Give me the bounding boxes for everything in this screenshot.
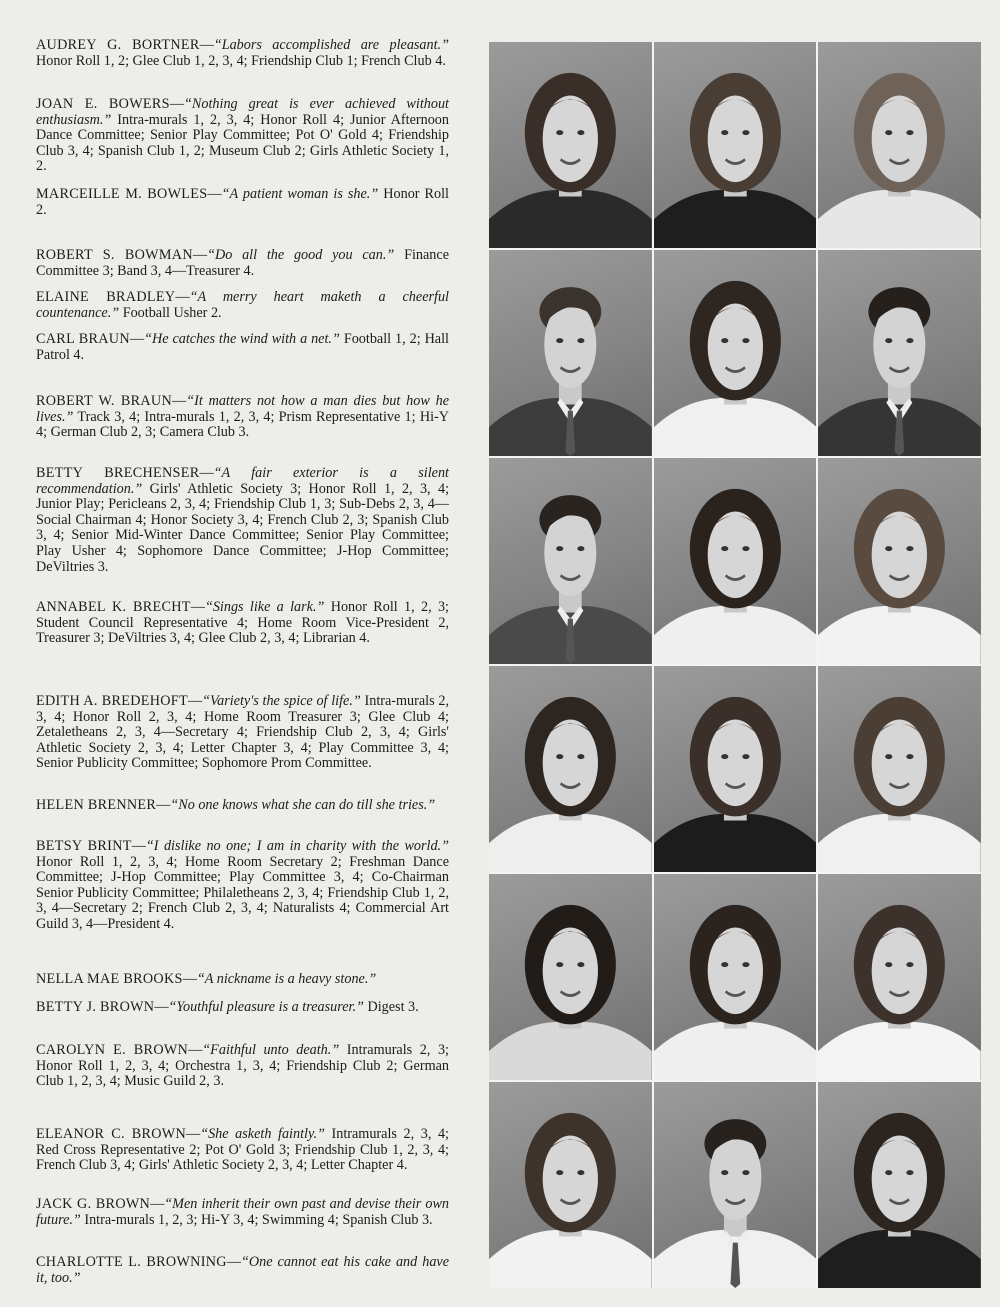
- student-name: NELLA MAE BROOKS: [36, 971, 183, 987]
- portrait-image: [489, 666, 652, 872]
- portrait-eye-left: [721, 1170, 728, 1175]
- student-activities: Honor Roll 1, 2, 3; Student Council Representative 4; Home Room Vice-President 2, Treasurer 3; DeViltries 3, 4; Glee Club 2, 3, 4; Librarian 4.: [36, 599, 449, 647]
- student-quote: “He catches the wind with a net.”: [144, 331, 340, 347]
- student-quote: “A nickname is a heavy stone.”: [196, 971, 377, 987]
- entry-bowles: MARCEILLE M. BOWLES—“A patient woman is she.” Honor Roll 2.: [36, 186, 449, 218]
- portrait-image: [818, 250, 981, 456]
- portrait-face: [707, 304, 762, 391]
- entry-b-brown: BETTY J. BROWN—“Youthful pleasure is a treasurer.” Digest 3.: [36, 999, 419, 1015]
- portrait-eye-left: [556, 130, 563, 135]
- student-name: BETTY BRECHENSER: [36, 465, 200, 481]
- portrait-eye-left: [886, 1170, 893, 1175]
- portrait-eye-right: [742, 130, 749, 135]
- student-name: ELAINE BRADLEY: [36, 289, 176, 305]
- entry-brooks: NELLA MAE BROOKS—“A nickname is a heavy stone.”: [36, 971, 377, 987]
- portrait-eye-left: [886, 546, 893, 551]
- student-activities: Girls' Athletic Society 3; Honor Roll 1, 2, 3, 4; Junior Play; Pericleans 2, 3, 4; Friendship Club 1, 3; Sub-Debs 2, 3, 4—Social Chairman 4; Honor Society 3, 4; French Club 2, 3; Spanish Club 3, 4; Senior Mid-Winter Dance Committee; Senior Play Committee; Play Usher 4; Sophomore Dance Committee; J-Hop Committee; DeViltries 3.: [36, 480, 450, 575]
- portrait-eye-left: [556, 1170, 563, 1175]
- student-activities: Finance Committee 3; Band 3, 4—Treasurer 4.: [36, 247, 449, 279]
- student-quote: “She asketh faintly.”: [200, 1126, 325, 1142]
- student-activities: Football Usher 2.: [122, 304, 222, 321]
- portrait-eye-left: [556, 546, 563, 551]
- portrait-eye-right: [577, 962, 584, 967]
- portrait-c-braun: [818, 250, 981, 456]
- portrait-grid: [489, 42, 981, 1288]
- portrait-image: [654, 1082, 817, 1288]
- student-name: JACK G. BROWN: [36, 1196, 151, 1212]
- student-quote: “Do all the good you can.”: [207, 247, 395, 263]
- entry-bowman: ROBERT S. BOWMAN—“Do all the good you can.” Finance Committee 3; Band 3, 4—Treasurer 4.: [36, 247, 449, 279]
- portrait-clothing: [654, 814, 817, 872]
- portrait-face: [543, 928, 598, 1015]
- portrait-clothing: [654, 1022, 817, 1080]
- portrait-b-brown: [654, 874, 817, 1080]
- portrait-eye-left: [721, 546, 728, 551]
- portrait-brint: [818, 666, 981, 872]
- entry-bortner: AUDREY G. BORTNER—“Labors accomplished are pleasant.” Honor Roll 1, 2; Glee Club 1, 2, 3, 4; Friendship Club 1; French Club 4.: [36, 37, 449, 69]
- student-activities: Intra-murals 2, 3, 4; Honor Roll 2, 3, 4; Home Room Treasurer 3; Glee Club 4; Zetaletheans 2, 3, 4—Secretary 4; Friendship Club 2, 3, 4; Girls' Athletic Society 2, 3, 4; Letter Chapter 3, 4; Play Committee 3, 4; Senior Publicity Committee; Sophomore Prom Committee.: [36, 693, 450, 772]
- entry-c-braun: CARL BRAUN—“He catches the wind with a net.” Football 1, 2; Hall Patrol 4.: [36, 331, 449, 363]
- portrait-clothing: [489, 1022, 652, 1080]
- portrait-image: [489, 250, 652, 456]
- portrait-eye-right: [577, 754, 584, 759]
- entry-brechenser: BETTY BRECHENSER—“A fair exterior is a silent recommendation.” Girls' Athletic Society 3; Honor Roll 1, 2, 3, 4; Junior Play; Pericleans 2, 3, 4; Friendship Club 1, 3; Sub-Debs 2, 3, 4—Social Chairman 4; Honor Society 3, 4; French Club 2, 3; Spanish Club 3, 4; Senior Mid-Winter Dance Committee; Senior Play Committee; Play Usher 4; Sophomore Dance Committee; J-Hop Committee; DeViltries 3.: [36, 465, 450, 575]
- portrait-image: [654, 874, 817, 1080]
- portrait-eye-left: [721, 962, 728, 967]
- portrait-image: [818, 874, 981, 1080]
- portrait-eye-left: [721, 338, 728, 343]
- portrait-image: [818, 458, 981, 664]
- portrait-eye-right: [907, 130, 914, 135]
- portrait-r-braun: [489, 458, 652, 664]
- student-name: ELEANOR C. BROWN: [36, 1126, 187, 1142]
- portrait-brechenser: [654, 458, 817, 664]
- student-name: ANNABEL K. BRECHT: [36, 599, 191, 615]
- portrait-eye-left: [556, 338, 563, 343]
- portrait-eye-left: [556, 754, 563, 759]
- portrait-face: [707, 720, 762, 807]
- portrait-image: [489, 1082, 652, 1288]
- portrait-eye-left: [721, 130, 728, 135]
- portrait-clothing: [818, 1230, 981, 1288]
- student-activities: Football 1, 2; Hall Patrol 4.: [36, 331, 449, 363]
- student-name: HELEN BRENNER: [36, 797, 157, 813]
- portrait-image: [654, 250, 817, 456]
- portrait-eye-left: [886, 754, 893, 759]
- portrait-eye-left: [886, 962, 893, 967]
- portrait-clothing: [489, 190, 652, 248]
- student-quote: “It matters not how a man dies but how he lives.”: [36, 393, 449, 425]
- student-activities: Honor Roll 2.: [36, 186, 449, 218]
- entry-brecht: ANNABEL K. BRECHT—“Sings like a lark.” Honor Roll 1, 2, 3; Student Council Representative 4; Home Room Vice-President 2, Treasurer 3; DeViltries 3, 4; Glee Club 2, 3, 4; Librarian 4.: [36, 599, 449, 647]
- student-name: BETSY BRINT: [36, 838, 132, 854]
- portrait-eye-right: [907, 338, 914, 343]
- student-activities: Digest 3.: [367, 999, 419, 1015]
- student-activities: Intramurals 2, 3, 4; Red Cross Representative 2; Pot O' Gold 3; Friendship Club 1, 2, 3, 4; French Club 3, 4; Girls' Athletic Society 2, 3, 4; Letter Chapter 4.: [36, 1126, 450, 1174]
- student-quote: “A patient woman is she.”: [221, 186, 379, 202]
- portrait-clothing: [818, 190, 981, 248]
- portrait-image: [818, 42, 981, 248]
- student-activities: Honor Roll 1, 2, 3, 4; Home Room Secretary 2; Freshman Dance Committee; J-Hop Committee; Play Committee 3, 4; Co-Chairman Senior Publicity Committee; Philaletheans 2, 3, 4; Friendship Club 1, 2, 3, 4—Secretary 2; French Club 2, 3, 4; Naturalists 4; Commercial Art Guild 3, 4—President 4.: [36, 853, 449, 932]
- portrait-clothing: [489, 1230, 652, 1288]
- portrait-image: [654, 458, 817, 664]
- student-quote: “Youthful pleasure is a treasurer.”: [168, 999, 364, 1015]
- portrait-eye-right: [577, 1170, 584, 1175]
- portrait-face: [872, 928, 927, 1015]
- portrait-clothing: [489, 814, 652, 872]
- student-name: JOAN E. BOWERS: [36, 96, 170, 112]
- portrait-clothing: [818, 1022, 981, 1080]
- portrait-face: [872, 1136, 927, 1223]
- student-name: CHARLOTTE L. BROWNING: [36, 1254, 227, 1270]
- portrait-face: [543, 96, 598, 183]
- portrait-image: [654, 666, 817, 872]
- portrait-eye-left: [886, 338, 893, 343]
- portrait-brenner: [654, 666, 817, 872]
- student-quote: “One cannot eat his cake and have it, too.”: [36, 1254, 450, 1286]
- student-quote: “Nothing great is ever achieved without enthusiasm.”: [36, 96, 449, 128]
- portrait-image: [489, 458, 652, 664]
- entry-bredehoft: EDITH A. BREDEHOFT—“Variety's the spice of life.” Intra-murals 2, 3, 4; Honor Roll 2, 3, 4; Home Room Treasurer 3; Glee Club 4; Zetaletheans 2, 3, 4—Secretary 4; Friendship Club 2, 3, 4; Girls' Athletic Society 2, 3, 4; Letter Chapter 3, 4; Play Committee 3, 4; Senior Publicity Committee; Sophomore Prom Committee.: [36, 693, 450, 772]
- portrait-bowles: [818, 42, 981, 248]
- portrait-clothing: [818, 606, 981, 664]
- entry-e-brown: ELEANOR C. BROWN—“She asketh faintly.” Intramurals 2, 3, 4; Red Cross Representative 2; Pot O' Gold 3; Friendship Club 1, 2, 3, 4; French Club 3, 4; Girls' Athletic Society 2, 3, 4; Letter Chapter 4.: [36, 1126, 450, 1174]
- entry-browning: CHARLOTTE L. BROWNING—“One cannot eat his cake and have it, too.”: [36, 1254, 450, 1286]
- portrait-image: [818, 1082, 981, 1288]
- student-activities: Honor Roll 1, 2; Glee Club 1, 2, 3, 4; Friendship Club 1; French Club 4.: [36, 52, 446, 69]
- portrait-c-brown: [818, 874, 981, 1080]
- entry-brenner: HELEN BRENNER—“No one knows what she can do till she tries.”: [36, 797, 436, 813]
- student-name: ROBERT S. BOWMAN: [36, 247, 193, 263]
- portrait-face: [707, 512, 762, 599]
- portrait-bortner: [489, 42, 652, 248]
- entry-bowers: JOAN E. BOWERS—“Nothing great is ever achieved without enthusiasm.” Intra-murals 1, 2, 3, 4; Honor Roll 4; Junior Afternoon Dance Committee; Senior Play Committee; Pot O' Gold 4; Friendship Club 3, 4; Spanish Club 1, 2; Museum Club 2; Girls Athletic Society 1, 2.: [36, 96, 449, 175]
- student-quote: “A merry heart maketh a cheerful countenance.”: [36, 289, 449, 321]
- student-activities: Intra-murals 1, 2, 3; Hi-Y 3, 4; Swimming 4; Spanish Club 3.: [84, 1211, 433, 1228]
- student-activities: Intra-murals 1, 2, 3, 4; Honor Roll 4; Junior Afternoon Dance Committee; Senior Play Committee; Pot O' Gold 4; Friendship Club 3, 4; Spanish Club 1, 2; Museum Club 2; Girls Athletic Society 1, 2.: [36, 111, 449, 175]
- student-activities: Track 3, 4; Intra-murals 1, 2, 3, 4; Prism Representative 1; Hi-Y 4; German Club 2, 3; Camera Club 3.: [36, 408, 449, 441]
- portrait-image: [818, 666, 981, 872]
- portrait-eye-right: [907, 754, 914, 759]
- portrait-clothing: [654, 190, 817, 248]
- portrait-eye-right: [742, 962, 749, 967]
- student-quote: “Sings like a lark.”: [204, 599, 325, 615]
- portrait-eye-right: [577, 338, 584, 343]
- portrait-eye-right: [742, 1170, 749, 1175]
- portrait-bredehoft: [489, 666, 652, 872]
- student-quote: “Variety's the spice of life.”: [202, 693, 361, 709]
- portrait-face: [872, 512, 927, 599]
- portrait-eye-right: [907, 962, 914, 967]
- portrait-face: [872, 720, 927, 807]
- student-quote: “Faithful unto death.”: [202, 1042, 340, 1058]
- entry-r-braun: ROBERT W. BRAUN—“It matters not how a man dies but how he lives.” Track 3, 4; Intra-murals 1, 2, 3, 4; Prism Representative 1; Hi-Y 4; German Club 2, 3; Camera Club 3.: [36, 393, 449, 441]
- student-quote: “A fair exterior is a silent recommendation.”: [36, 465, 449, 497]
- student-name: EDITH A. BREDEHOFT: [36, 693, 188, 709]
- portrait-j-brown: [654, 1082, 817, 1288]
- portrait-eye-right: [742, 338, 749, 343]
- portrait-face: [872, 96, 927, 183]
- portrait-bradley: [654, 250, 817, 456]
- portrait-eye-right: [742, 754, 749, 759]
- entry-j-brown: JACK G. BROWN—“Men inherit their own past and devise their own future.” Intra-murals 1, 2, 3; Hi-Y 3, 4; Swimming 4; Spanish Club 3.: [36, 1196, 449, 1228]
- student-quote: “Labors accomplished are pleasant.”: [213, 37, 449, 53]
- portrait-face: [707, 96, 762, 183]
- portrait-face: [543, 1136, 598, 1223]
- portrait-eye-right: [577, 546, 584, 551]
- portrait-image: [489, 42, 652, 248]
- portrait-e-brown: [489, 1082, 652, 1288]
- student-name: ROBERT W. BRAUN: [36, 393, 173, 409]
- portrait-brooks: [489, 874, 652, 1080]
- portrait-clothing: [654, 398, 817, 456]
- student-name: CARL BRAUN: [36, 331, 130, 347]
- entry-c-brown: CAROLYN E. BROWN—“Faithful unto death.” Intramurals 2, 3; Honor Roll 1, 2, 3, 4; Orchestra 1, 3, 4; Friendship Club 2; German Club 1, 2, 3, 4; Music Guild 2, 3.: [36, 1042, 449, 1090]
- student-name: CAROLYN E. BROWN: [36, 1042, 189, 1058]
- student-quote: “No one knows what she can do till she tries.”: [170, 797, 436, 813]
- student-quote: “Men inherit their own past and devise their own future.”: [36, 1196, 449, 1228]
- portrait-eye-right: [577, 130, 584, 135]
- portrait-clothing: [818, 814, 981, 872]
- portrait-eye-right: [742, 546, 749, 551]
- portrait-clothing: [654, 606, 817, 664]
- portrait-bowers: [654, 42, 817, 248]
- portrait-eye-right: [907, 546, 914, 551]
- student-name: AUDREY G. BORTNER: [36, 37, 200, 53]
- portrait-eye-right: [907, 1170, 914, 1175]
- entry-bradley: ELAINE BRADLEY—“A merry heart maketh a cheerful countenance.” Football Usher 2.: [36, 289, 449, 321]
- portrait-image: [654, 42, 817, 248]
- student-name: MARCEILLE M. BOWLES: [36, 186, 208, 202]
- portrait-eye-left: [886, 130, 893, 135]
- student-activities: Intramurals 2, 3; Honor Roll 1, 2, 3, 4; Orchestra 1, 3, 4; Friendship Club 2; German Club 1, 2, 3, 4; Music Guild 2, 3.: [36, 1042, 449, 1090]
- portrait-bowman: [489, 250, 652, 456]
- entry-brint: BETSY BRINT—“I dislike no one; I am in charity with the world.” Honor Roll 1, 2, 3, 4; Home Room Secretary 2; Freshman Dance Committee; J-Hop Committee; Play Committee 3, 4; Co-Chairman Senior Publicity Committee; Philaletheans 2, 3, 4; Friendship Club 1, 2, 3, 4—Secretary 2; French Club 2, 3, 4; Naturalists 4; Commercial Art Guild 3, 4—President 4.: [36, 838, 449, 932]
- portrait-eye-left: [556, 962, 563, 967]
- portrait-eye-left: [721, 754, 728, 759]
- student-quote: “I dislike no one; I am in charity with the world.”: [145, 838, 449, 854]
- portrait-image: [489, 874, 652, 1080]
- portrait-brecht: [818, 458, 981, 664]
- student-name: BETTY J. BROWN: [36, 999, 155, 1015]
- portrait-browning: [818, 1082, 981, 1288]
- portrait-face: [707, 928, 762, 1015]
- portrait-face: [543, 720, 598, 807]
